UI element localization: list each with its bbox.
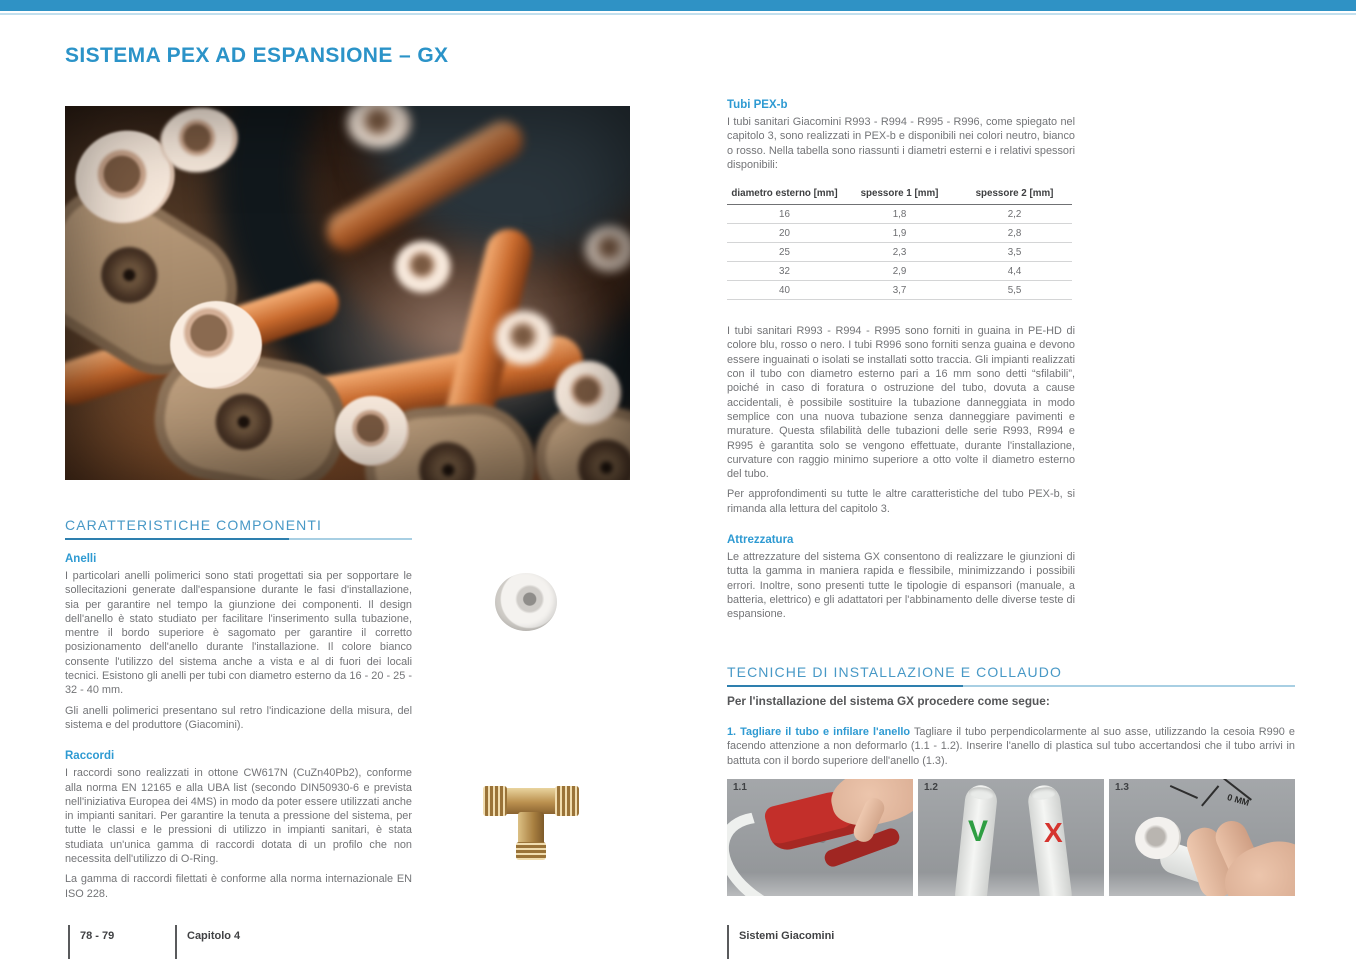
paragraph-attrezzatura: Le attrezzature del sistema GX consentono di realizzare le giunzioni di tutta la gamma in maniera rapida e flessibile, minimizzando i possibili errori. Inoltre, sono presenti tutte le tipologie di espansori (manuale, a batteria, elettrico) e gli adattatori per l'abbinamento delle diverse teste di espansione. (727, 551, 1075, 621)
top-accent-bar (0, 0, 1356, 11)
cell: 1,8 (842, 205, 957, 224)
cross-mark: X (1044, 816, 1063, 848)
paragraph-anelli-1: I particolari anelli polimerici sono stati progettati sia per sopportare le sollecitazioni generate dall'espansione durante le fasi d'installazione, sia per garantire nel tempo la giunzione dei componenti. Il design dell'anello è stato studiato per facilitare l'inserimento sulla tubazione, mentre il bordo superiore è sagomato per garantire il corretto posizionamento dell'anello durante l'installazione. Il colore bianco consente l'utilizzo del sistema anche a vista e al di fuori dei locali tecnici. Esistono gli anelli per tubi con diametro esterno da 16 - 20 - 25 - 32 - 40 mm. (65, 570, 412, 697)
photo-vignette (65, 106, 630, 480)
photo-label: 1.1 (733, 781, 747, 793)
footer-chapter: Capitolo 4 (187, 930, 241, 942)
cell: 16 (727, 205, 842, 224)
pipe-dimensions-table (727, 185, 1072, 300)
cell: 5,5 (957, 281, 1072, 300)
product-photo-polymer-ring (495, 573, 557, 631)
table-row (727, 243, 1072, 262)
cell: 25 (727, 243, 842, 262)
step-1-lead: 1. Tagliare il tubo e infilare l'anello (727, 726, 911, 738)
paragraph-raccordi-1: I raccordi sono realizzati in ottone CW617N (CuZn40Pb2), conforme alla norma EN 12165 e alla UBA list (secondo DIN50930-6 e prevista nell'iniziativa Europea dei 4MS) in modo da poter essere utilizzati anche in impianti sanitari. Per garantire la tenuta a pressione del sistema, per tutte le classi e le pressioni di utilizzo in impianti sanitari, è stata studiata un'unica gamma di raccordi dotata di un profilo che non necessita dell'utilizzo di O-Ring. (65, 767, 412, 866)
col-header-spessore2: spessore 2 [mm] (957, 185, 1072, 205)
photo-label: 1.2 (924, 781, 938, 793)
step-photo-1-1-cutting-tube (727, 779, 913, 896)
cell: 3,7 (842, 281, 957, 300)
footer-divider (175, 925, 177, 959)
cell: 20 (727, 224, 842, 243)
subheading-anelli: Anelli (65, 553, 97, 565)
zero-mm-annotation: 0 MM (1226, 791, 1251, 808)
top-accent-line (0, 13, 1356, 15)
check-mark: V (968, 814, 989, 848)
paragraph-anelli-2: Gli anelli polimerici presentano sul retro l'indicazione della misura, del sistema e del produttore (Giacomini). (65, 704, 412, 731)
section-heading-tecniche: TECNICHE DI INSTALLAZIONE E COLLAUDO (727, 664, 1062, 680)
paragraph-tubi-guaina: I tubi sanitari R993 - R994 - R995 sono forniti in guaina in PE-HD di colore blu, rosso o nero. I tubi R996 sono forniti senza guaina e devono essere inguainati o isolati se installati sotto traccia. Gli impianti realizzati con il tubo con diametro esterno pari a 16 mm sono detti “sfilabili”, poiché in caso di foratura o ostruzione del tubo, dovuta a cause accidentali, è possibile sostituire la tubazione danneggiata in modo semplice con una nuova tubazione senza danneggiare pavimenti e murature. Questa sfilabilità delle tubazioni delle serie R993, R994 e R995 è garantita solo se vengono effettuate, durante l'installazione, curvature con raggio minimo superiore a otto volte il diametro esterno del tubo. (727, 325, 1075, 481)
installation-section (727, 664, 1295, 896)
right-column (727, 99, 1075, 628)
cell: 2,2 (957, 205, 1072, 224)
product-photo-brass-tee-fitting (483, 768, 579, 862)
table-row (727, 224, 1072, 243)
table-row (727, 281, 1072, 300)
annotation-line (1170, 785, 1198, 799)
photo-label: 1.3 (1115, 781, 1129, 793)
paragraph-raccordi-2: La gamma di raccordi filettati è conforme alla norma internazionale EN ISO 228. (65, 873, 412, 900)
section-rule (727, 685, 1295, 687)
col-header-spessore1: spessore 1 [mm] (842, 185, 957, 205)
tee-vertical-leg (518, 812, 544, 860)
footer-divider (68, 925, 70, 959)
section-rule (65, 538, 412, 540)
section-heading-caratteristiche: CARATTERISTICHE COMPONENTI (65, 517, 323, 533)
cell: 4,4 (957, 262, 1072, 281)
paragraph-tubi-intro: I tubi sanitari Giacomini R993 - R994 - R995 - R996, come spiegato nel capitolo 3, sono realizzati in PEX-b e disponibili nei colori neutro, bianco o rosso. Nella tabella sono riassunti i diametri esterni e i relativi spessori disponibili: (727, 116, 1075, 171)
step-photo-1-2-cut-quality (918, 779, 1104, 896)
footer-page-numbers: 78 - 79 (80, 930, 115, 942)
subheading-attrezzatura: Attrezzatura (727, 534, 794, 547)
cell: 2,3 (842, 243, 957, 262)
left-column (65, 517, 412, 907)
cell: 2,9 (842, 262, 957, 281)
step-1-text: Tagliare il tubo perpendicolarmente al suo asse, utilizzando la cesoia R990 e facendo attenzione a non deformarlo (1.1 - 1.2). Inserire l'anello di plastica sul tubo accertandosi che il tubo arrivi in battuta con il bordo superiore dell'anello (1.3). (727, 726, 1295, 767)
cell: 40 (727, 281, 842, 300)
cell: 2,8 (957, 224, 1072, 243)
step-photo-1-3-ring-on-tube (1109, 779, 1295, 896)
table-header-row (727, 185, 1072, 205)
cell: 32 (727, 262, 842, 281)
hero-photo-pex-tubes-and-rings (65, 106, 630, 480)
col-header-diametro: diametro esterno [mm] (727, 185, 842, 205)
installation-intro: Per l'installazione del sistema GX procedere come segue: (727, 694, 1050, 708)
subheading-tubi-pexb: Tubi PEX-b (727, 99, 788, 111)
tee-horizontal-body (483, 788, 579, 814)
step-photos-row (727, 779, 1295, 896)
subheading-raccordi: Raccordi (65, 750, 115, 763)
cell: 3,5 (957, 243, 1072, 262)
paragraph-tubi-capitolo: Per approfondimenti su tutte le altre caratteristiche del tubo PEX-b, si rimanda alla lettura del capitolo 3. (727, 488, 1075, 515)
cell: 1,9 (842, 224, 957, 243)
page-title: SISTEMA PEX AD ESPANSIONE – GX (65, 44, 449, 67)
step-1-paragraph (727, 725, 1295, 768)
footer-divider (727, 925, 729, 959)
annotation-line (1201, 785, 1219, 806)
footer-brand: Sistemi Giacomini (739, 930, 835, 942)
table-row (727, 205, 1072, 224)
table-row (727, 262, 1072, 281)
